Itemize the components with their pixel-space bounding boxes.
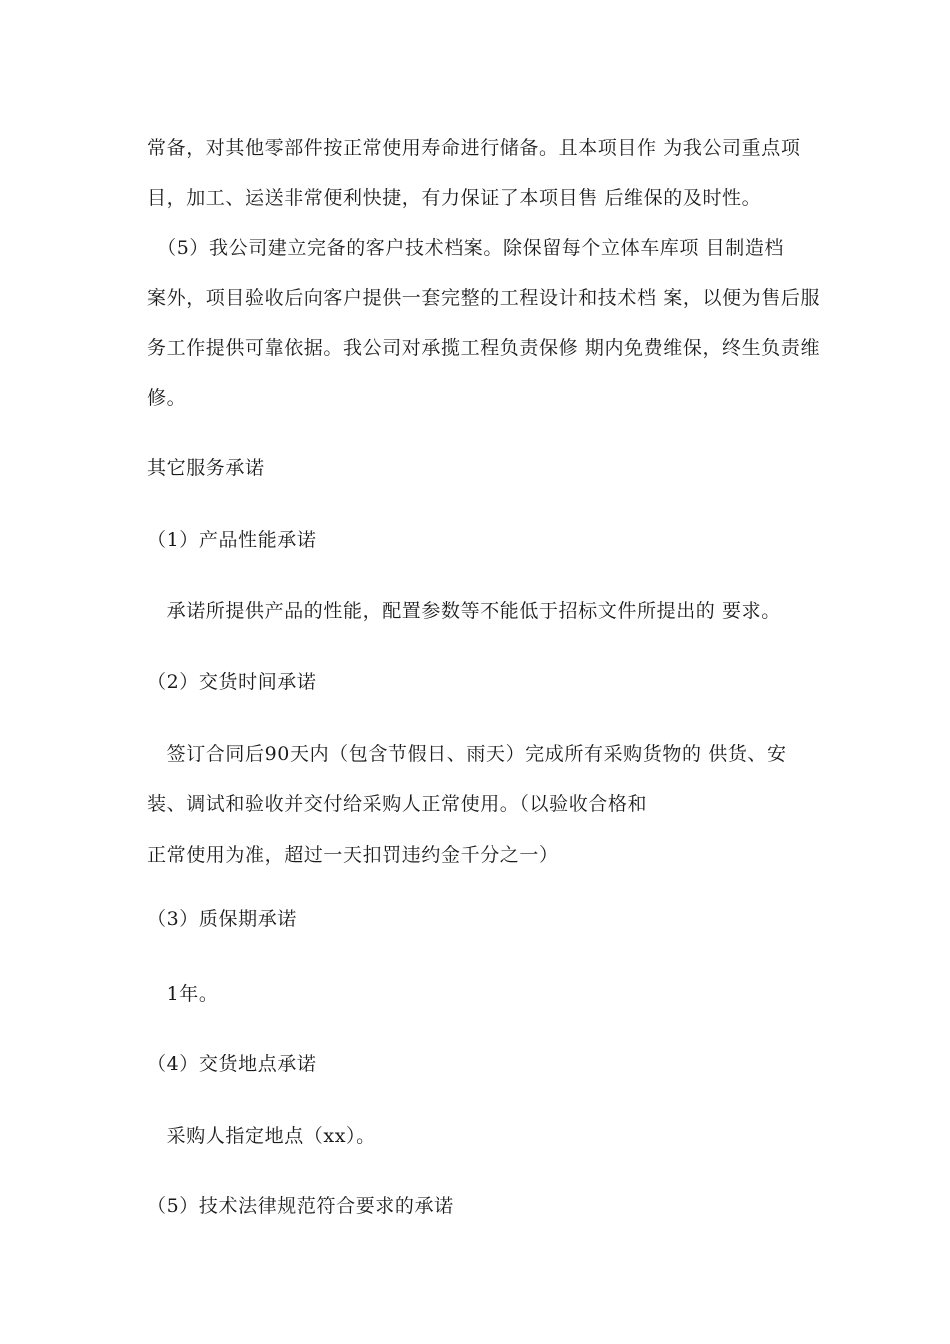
item-body: 正常使用为准，超过一天扣罚违约金千分之一） <box>147 844 559 866</box>
item-heading: （1）产品性能承诺 <box>147 529 317 551</box>
item-body: 装、调试和验收并交付给采购人正常使用。（以验收合格和 <box>147 793 648 815</box>
item-heading: （3）质保期承诺 <box>147 908 297 930</box>
item-body: 承诺所提供产品的性能，配置参数等不能低于招标文件所提出的 要求。 <box>147 600 781 622</box>
item-heading: （5）技术法律规范符合要求的承诺 <box>147 1195 454 1217</box>
paragraph-line: 修。 <box>147 387 187 409</box>
item-heading: （4）交货地点承诺 <box>147 1053 317 1075</box>
paragraph-line: 案外，项目验收后向客户提供一套完整的工程设计和技术档 案，以便为售后服 <box>147 287 821 309</box>
paragraph-line: 目，加工、运送非常便利快捷，有力保证了本项目售 后维保的及时性。 <box>147 187 762 209</box>
section-heading: 其它服务承诺 <box>147 457 265 479</box>
item-body: 采购人指定地点（xx）。 <box>147 1125 376 1147</box>
paragraph-line: （5）我公司建立完备的客户技术档案。除保留每个立体车库项 目制造档 <box>147 237 785 259</box>
paragraph-line: 务工作提供可靠依据。我公司对承揽工程负责保修 期内免费维保，终生负责维 <box>147 337 821 359</box>
item-body: 签订合同后90天内（包含节假日、雨天）完成所有采购货物的 供货、安 <box>147 743 787 765</box>
item-body: 1年。 <box>147 983 219 1005</box>
paragraph-line: 常备，对其他零部件按正常使用寿命进行储备。且本项目作 为我公司重点项 <box>147 137 801 159</box>
item-heading: （2）交货时间承诺 <box>147 671 317 693</box>
